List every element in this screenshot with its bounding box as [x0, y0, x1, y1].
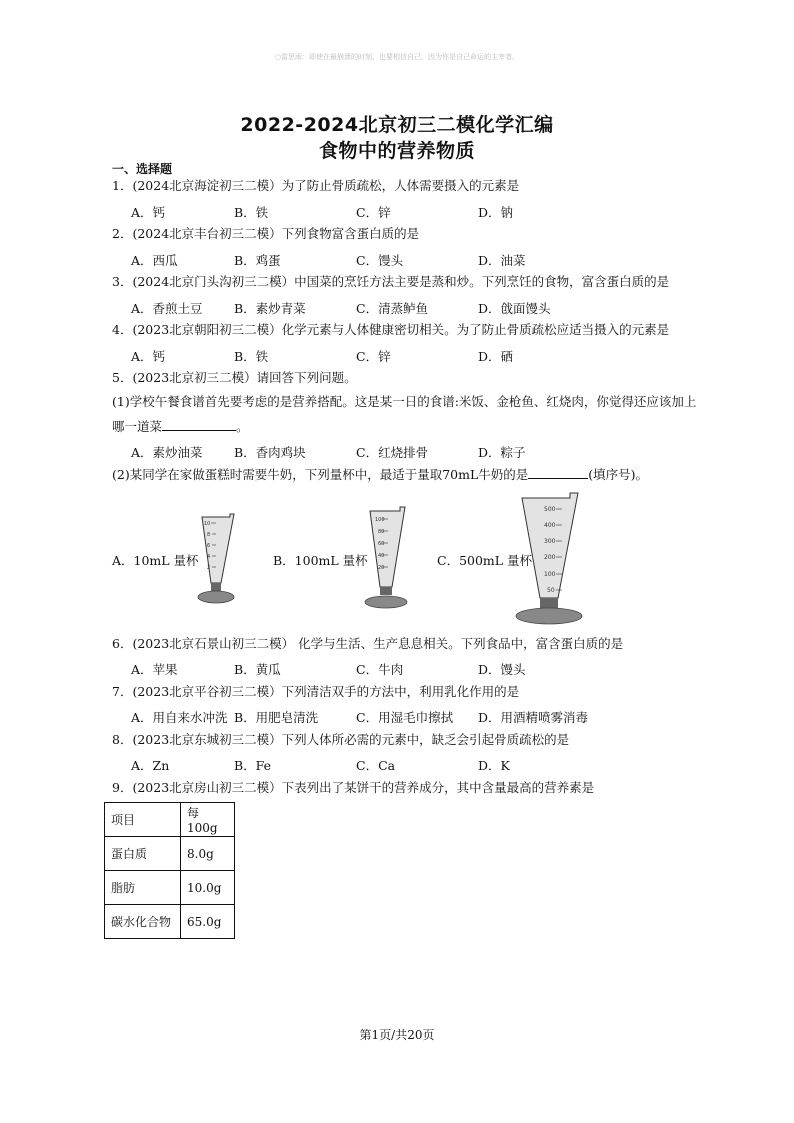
question-1-option-a: A．钙	[131, 205, 166, 220]
cylinder-a-tick: 8	[207, 532, 211, 538]
question-6-option-b: B．黄瓜	[234, 662, 281, 677]
question-1-option-c: C．锌	[356, 205, 391, 220]
table-cell: 项目	[105, 803, 181, 837]
question-3-stem: 3．(2024北京门头沟初三二模）中国菜的烹饪方法主要是蒸和炒。下列烹饪的食物，富含蛋白质的是	[112, 274, 670, 289]
cylinder-b-tick: 100	[375, 517, 385, 523]
question-1-option-d: D．钠	[478, 205, 514, 220]
question-6-option-a: A．苹果	[131, 662, 178, 677]
question-2-option-c: C．馒头	[356, 253, 404, 268]
question-3-option-a: A．香煎土豆	[131, 301, 203, 316]
table-row	[105, 905, 235, 939]
question-6-option-c: C．牛肉	[356, 662, 404, 677]
question-5-part-1-line-1: (1)学校午餐食谱首先要考虑的是营养搭配。这是某一日的食谱:米饭、金枪鱼、红烧肉，你觉得还应该加上	[112, 394, 697, 409]
cylinder-b-tick: 80	[378, 529, 385, 535]
cylinder-c-label: C．500mL 量杯	[437, 553, 533, 568]
answer-blank-1	[162, 418, 236, 431]
question-4-stem: 4．(2023北京朝阳初三二模）化学元素与人体健康密切相关。为了防止骨质疏松应适当摄入的元素是	[112, 322, 670, 337]
table-row	[105, 803, 235, 837]
question-3-option-b: B．素炒青菜	[234, 301, 306, 316]
cylinder-a-tick: 2	[207, 565, 211, 571]
question-8-option-d: D．K	[478, 758, 510, 773]
cylinder-b-tick: 20	[378, 565, 385, 571]
question-3-option-d: D．戗面馒头	[478, 301, 551, 316]
cylinder-a-label: A．10mL 量杯	[112, 553, 199, 568]
question-5-part-1-option-d: D．粽子	[478, 445, 526, 460]
question-1-option-b: B．铁	[234, 205, 269, 220]
table-cell: 脂肪	[105, 871, 181, 905]
question-5-part-1-prefix: 哪一道菜	[112, 419, 163, 434]
question-5-part-2	[112, 466, 648, 483]
question-4-option-d: D．硒	[478, 349, 514, 364]
question-5-part-1-line-2	[112, 418, 249, 435]
question-4-option-c: C．锌	[356, 349, 391, 364]
cylinder-c-tick: 200	[544, 554, 556, 561]
cylinder-c-image	[512, 490, 588, 626]
question-8-option-c: C．Ca	[356, 758, 396, 773]
table-cell: 10.0g	[181, 871, 235, 905]
page-footer: 第1页/共20页	[359, 1028, 435, 1042]
cylinder-b-label: B．100mL 量杯	[273, 553, 368, 568]
question-7-option-b: B．用肥皂清洗	[234, 710, 319, 725]
question-7-option-d: D．用酒精喷雾消毒	[478, 710, 589, 725]
title-line-1: 2022-2024北京初三二模化学汇编	[240, 114, 554, 136]
cylinder-c-tick: 400	[544, 522, 556, 529]
question-7-stem: 7．(2023北京平谷初三二模）下列清洁双手的方法中，利用乳化作用的是	[112, 684, 520, 699]
question-5-part-1-option-a: A．素炒油菜	[131, 445, 203, 460]
question-5-part-1-option-c: C．红烧排骨	[356, 445, 429, 460]
table-cell: 碳水化合物	[105, 905, 181, 939]
question-5-part-1-option-b: B．香肉鸡块	[234, 445, 306, 460]
cylinder-a-image	[196, 513, 240, 605]
cylinder-c-tick: 100	[544, 571, 556, 578]
table-cell: 8.0g	[181, 837, 235, 871]
question-5-part-2-prefix: (2)某同学在家做蛋糕时需要牛奶，下列量杯中，最适于量取70mL牛奶的是	[112, 467, 529, 482]
question-6-option-d: D．馒头	[478, 662, 526, 677]
section-heading: 一、选择题	[112, 162, 173, 176]
question-8-stem: 8．(2023北京东城初三二模）下列人体所必需的元素中，缺乏会引起骨质疏松的是	[112, 732, 570, 747]
question-1-stem: 1．(2024北京海淀初三二模）为了防止骨质疏松，人体需要摄入的元素是	[112, 178, 520, 193]
question-2-option-a: A．西瓜	[131, 253, 178, 268]
title-line-2: 食物中的营养物质	[318, 140, 475, 162]
question-7-option-c: C．用湿毛巾擦拭	[356, 710, 454, 725]
nutrition-table	[104, 802, 235, 939]
cylinder-c-tick: 50	[547, 587, 555, 594]
cylinder-a-tick: 6	[207, 543, 211, 549]
question-2-option-b: B．鸡蛋	[234, 253, 281, 268]
table-row	[105, 837, 235, 871]
question-2-stem: 2．(2024北京丰台初三二模）下列食物富含蛋白质的是	[112, 226, 420, 241]
cylinder-b-tick: 40	[378, 553, 385, 559]
cylinder-a-tick: 10	[204, 521, 211, 527]
question-5-stem: 5．(2023北京初三二模）请回答下列问题。	[112, 370, 357, 385]
question-6-stem: 6．(2023北京石景山初三二模） 化学与生活、生产息息相关。下列食品中，富含蛋白质的是	[112, 636, 624, 651]
question-4-option-a: A．钙	[131, 349, 166, 364]
question-5-part-1-suffix: 。	[236, 419, 249, 434]
table-cell: 蛋白质	[105, 837, 181, 871]
cylinder-a-tick: 4	[207, 554, 211, 560]
answer-blank-2	[528, 466, 588, 479]
cylinder-c-tick: 500	[544, 506, 556, 513]
question-7-option-a: A．用自来水冲洗	[131, 710, 228, 725]
question-5-part-2-suffix: (填序号)。	[588, 467, 649, 482]
question-9-stem: 9．(2023北京房山初三二模）下表列出了某饼干的营养成分，其中含量最高的营养素是	[112, 780, 595, 795]
table-row	[105, 871, 235, 905]
watermark: ○雷思雨：即使在最崩溃的时刻，也要相信自己，因为你是自己命运的主宰者。	[274, 53, 520, 61]
question-3-option-c: C．清蒸鲈鱼	[356, 301, 429, 316]
cylinder-b-tick: 60	[378, 541, 385, 547]
cylinder-c-tick: 300	[544, 538, 556, 545]
question-4-option-b: B．铁	[234, 349, 269, 364]
table-cell: 每100g	[181, 803, 235, 837]
question-8-option-a: A．Zn	[131, 758, 170, 773]
cylinder-b-image	[362, 505, 412, 610]
question-2-option-d: D．油菜	[478, 253, 526, 268]
table-cell: 65.0g	[181, 905, 235, 939]
question-8-option-b: B．Fe	[234, 758, 272, 773]
